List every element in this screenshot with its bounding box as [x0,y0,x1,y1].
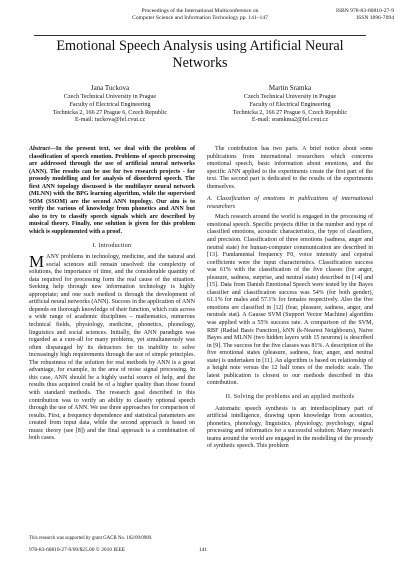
page-header [0,8,400,36]
author-address: Technicka 2, 166 27 Prague 6, Czech Republic [232,109,348,116]
author-faculty: Faculty of Electrical Engineering [249,101,331,108]
section-heading-introduction: I. Introduction [92,242,132,249]
paper-title: Emotional Speech Analysis using Artificial Neural Networks [56,38,344,71]
author-1 [30,84,190,125]
left-column [29,146,195,443]
identifiers [314,8,394,22]
author-2 [210,84,370,125]
header-rule [34,35,366,36]
isbn: ISBN 978-83-60810-27-9 [336,8,394,14]
paragraph-classification: Much research around the world is engaged in the processing of emotional speech. Specific projects differ in the number and type of classified emotions, acoustic characteristics, the type of classifiers, and precision. Classification of three emotions (sadness, anger and neutral state) for human-computer communication are described in [13]. Fundamental frequency F0, voice intensity and cepstral coefficients were the input characteristics. Classification success was 61% with the classification of the five classes (for anger, pleasure, sadness, surprise, and neutral state) described in [14] and [15]. Data from Danish Emotional Speech were tested by the Bayes classifier and classification success was 54% (for both gender), 61.1% for males and 57.1% for females respectively. Also the five emotions are classified in [12] (fear, pleasure, sadness, anger, and neutrale stat). A Gausse SVM (Support Vector Machine) algorithm was applied with a 55% success rate. A comparison of the SVM, RBF (Radial Basis Function), kNN (k-Nearest Neighbours), Naive Bayes and MLNN (two hidden layers with 15 neurons) is described in [9]. The success for the five classes was 81%. A description of the five emotional states (pleasure, sadness, fear, anger, and neutral state) is undertaken in [11]. An algorithm is based on relationship of a height note versus the 12 half tones of the melodic scale. The latest publication is closest to our methods described in this contribution. [207,214,373,387]
author-email[interactable]: E-mail: sramkma2@fel.cvut.cz [251,117,329,124]
author-affiliation: Czech Technical University in Prague [63,94,157,100]
proceedings-info [80,8,320,22]
paragraph-synthesis: Automatic speech synthesis is an interdisciplinary part of artificial intelligence, drawing upon knowledge from acoustics, phonetics, phonology, linguistics, physiology, psychology, signal processing and informatics for a successful solution. Many research teams around the world are engaged in the modelling of the prosody of synthetic speech. This problem [207,405,373,450]
subsection-heading-a: A. Classification of emotions in publications of international researchers [207,196,373,210]
grant-footnote: This research was supported by grant GACR No. 102/09/0989. [29,536,153,541]
intro-paragraph [29,254,195,443]
abstract-label: Abstract— [29,146,56,152]
abstract [29,146,195,237]
proceedings-line-2: Computer Science and Information Technology pp. 141–147 [132,15,268,21]
copyright-notice: 978-83-60810-27-9/09/$25.00 © 2010 IEEE [29,547,126,553]
issn: ISSN 1896-7094 [356,15,394,21]
author-address: Technicka 2, 166 27 Prague 6, Czech Republic [52,109,168,116]
proceedings-line-1: Proceedings of the International Multiconference on [141,8,259,14]
author-faculty: Faculty of Electrical Engineering [69,101,151,108]
intro-text: ANY problems in technology, medicine, and the natural and social sciences still remain unsolved: the complexity of solutions, the importance of time, and the considerable quantity of data required for processing form the real cause of the situation. Seeking help through new information technology is highly appropriate; and one such method is through the development of artificial neural networks (ANN). Success in the application of ANN depends on thorough knowledge of their function, which cuts across a wide range of academic disciplines – mathematics, numerous technical fields, physiology, medicine, phonetics, phonology, linguistics and social sciences. Initially, the ANN paradigm was regarded as a cure-all for many problems, yet simultaneously was often disparaged by its detractors for its inability to solve increasingly high requirements through the use of simple principles. The robustness of the solution for real methods by ANN is a great advantage, for example, in the area of noise signal processing. In this case, ANN should be a highly useful source of help, and the results thus acquired could be of a higher quality than those found with standard methods. The research goal described in this contribution was to verify an ability to classify optional speech through the use of ANN. We use three approaches for comparison of results. First, a frequency dependence and statistical parameters are created from input data, while the second approach is based on music theory (see [8]) and the final approach is a combination of both cases. [29,254,195,442]
author-affiliation: Czech Technical University in Prague [243,94,337,100]
author-email[interactable]: E-mail: tuckova@fel.cvut.cz [74,117,146,124]
paragraph-contribution: The contribution has two parts. A brief notice about some publications from international researchers which concerns emotional speech, basic information about emotions, and the specific ANN applied to the experiments create the first part of the text. The second part is dedicated to the results of the experiments themselves. [207,146,373,190]
page-number: 141 [199,547,208,553]
drop-cap: M [29,252,45,272]
author-name: Jana Tuckova [90,84,130,92]
author-name: Martin Sramka [268,84,312,92]
abstract-text: In the present text, we deal with the problem of classification of speech emotion. Problems of speech processing are addressed through the use of artificial neural networks (ANN). The results can be use for two research projects - for prosody modelling and for analysis of disordered speech. The first ANN topology discussed is the multilayer neural network (MLNN) with the BPG learning algorithm, while the supervised SOM (SSOM) are the second ANN topology. Our aim is to verify the various of knowledge from phonetics and ANN but also to try to classify speech signals which are described by musical theory. Finally, one solution is given for this problem which is supplemented with a proof. [29,146,195,236]
section-heading-methods: II. Solving the problems and an applied methods [225,393,355,400]
right-column [207,146,373,451]
